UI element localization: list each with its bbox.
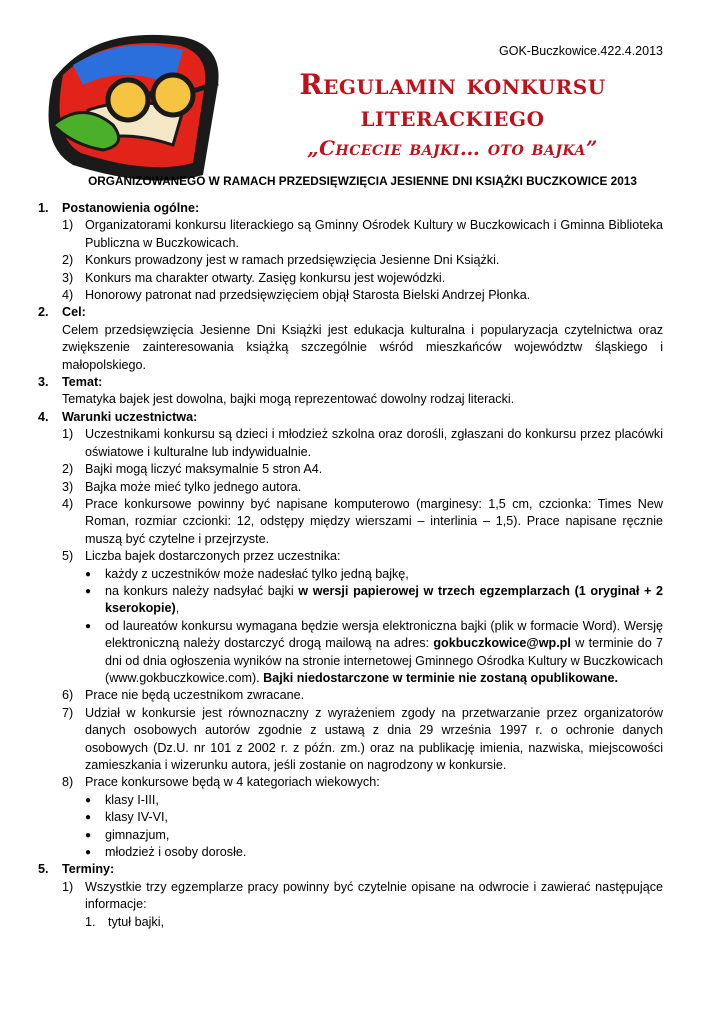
category-text: gimnazjum, [105, 827, 170, 842]
bullet-item [85, 827, 663, 844]
email-address: gokbuczkowice@wp.pl [433, 636, 571, 651]
bullet-item [85, 566, 663, 583]
item-text: Wszystkie trzy egzemplarze pracy powinny być czytelnie opisane na odwrocie i zawierać następujące informacje: [85, 879, 663, 912]
section-title: Temat: [62, 375, 103, 390]
sub-list-item [85, 914, 663, 931]
item-number: 2) [62, 462, 74, 477]
item-number: 2) [62, 253, 74, 268]
list-item [62, 461, 663, 478]
item-text: tytuł bajki, [108, 914, 164, 929]
list-item [62, 548, 663, 565]
list-item [62, 426, 663, 461]
list-item [62, 217, 663, 252]
subtitle: ORGANIZOWANEGO W RAMACH PRZEDSIĘWZIĘCIA JESIENNE DNI KSIĄŻKI BUCZKOWICE 2013 [88, 174, 637, 188]
category-text: klasy IV-VI, [105, 810, 168, 825]
item-text: Bajki mogą liczyć maksymalnie 5 stron A4. [85, 462, 323, 477]
item-number: 1) [62, 879, 74, 894]
bullet-icon: ● [85, 829, 92, 841]
item-number: 3) [62, 270, 74, 285]
bullet-icon: ● [85, 794, 92, 806]
section-paragraph: Celem przedsięwzięcia Jesienne Dni Książki jest edukacja kulturalna i popularyzacja czytelnictwa oraz zwiększenie zainteresowania książką szczególnie wśród mieszkańców województw śląskiego i małopolskiego. [62, 322, 663, 372]
regulations-body [38, 200, 663, 931]
item-number: 6) [62, 688, 74, 703]
text-run: od laureatów konkursu wymagana będzie wersja elektroniczna bajki (plik w formacie Word). Wersję elektroniczną należy dostarczyć drogą mailową na adres: [105, 618, 663, 651]
list-item [62, 287, 663, 304]
section-5-heading [38, 861, 663, 878]
bullet-icon: ● [85, 585, 92, 597]
text-run: na konkurs należy nadsyłać bajki [105, 583, 299, 598]
list-item [62, 252, 663, 269]
item-number: 7) [62, 705, 74, 720]
category-text: klasy I-III, [105, 792, 159, 807]
text-run: , [175, 601, 180, 616]
section-2-heading [38, 304, 663, 321]
bullet-icon: ● [85, 568, 92, 580]
section-number: 3. [38, 375, 49, 390]
section-title: Cel: [62, 305, 86, 320]
item-number: 8) [62, 775, 74, 790]
bullet-text [105, 583, 663, 618]
title-line-2: literackiego [360, 100, 545, 133]
section-title: Postanowienia ogólne: [62, 201, 200, 215]
item-text: Liczba bajek dostarczonych przez uczestnika: [85, 549, 341, 564]
section-number: 5. [38, 862, 49, 877]
item-text: Udział w konkursie jest równoznaczny z wyrażeniem zgody na przetwarzanie przez organizatorów danych osobowych autorów zgodnie z ustawą z dnia 29 września 1997 r. o ochronie danych osobowych (Dz.U. nr 101 z 2002 r. z późn. zm.) oraz na publikację imienia, nazwiska, miejscowości zamieszkania i wizerunku autora, jeśli zostanie on nagrodzony w konkursie. [85, 705, 663, 772]
item-text: Prace konkursowe powinny być napisane komputerowo (marginesy: 1,5 cm, czcionka: Times New Roman, rozmiar czcionki: 12, odstępy między wierszami – interlinia – 1,5). Prace napisane ręcznie muszą być czytelne i przejrzyste. [85, 496, 663, 546]
list-item [62, 270, 663, 287]
bullet-icon: ● [85, 812, 92, 824]
title-line-1: Regulamin konkursu [299, 68, 606, 101]
section-number: 2. [38, 305, 49, 320]
item-number: 3) [62, 479, 74, 494]
document-number: GOK-Buczkowice.422.4.2013 [499, 44, 663, 58]
item-text: Bajka może mieć tylko jednego autora. [85, 479, 302, 494]
bullet-item [85, 583, 663, 618]
item-text: Konkurs ma charakter otwarty. Zasięg konkursu jest wojewódzki. [85, 270, 446, 285]
section-title: Terminy: [62, 862, 115, 877]
list-item [62, 687, 663, 704]
item-number: 1. [85, 914, 96, 929]
section-title: Warunki uczestnictwa: [62, 409, 198, 424]
item-text: Prace nie będą uczestnikom zwracane. [85, 688, 305, 703]
book-glasses-logo [33, 25, 233, 190]
list-item [62, 774, 663, 791]
bullet-item [85, 792, 663, 809]
title-quote: „Chcecie bajki… oto bajka” [307, 136, 598, 160]
bullet-item [85, 844, 663, 861]
list-item [62, 479, 663, 496]
bold-text-run: w wersji papierowej w trzech egzemplarzach (1 oryginał + 2 kserokopie) [105, 583, 664, 616]
section-3-heading [38, 374, 663, 391]
section-number: 4. [38, 409, 49, 424]
item-number: 1) [62, 427, 74, 442]
bullet-item [85, 618, 663, 688]
bullet-icon: ● [85, 620, 92, 632]
item-number: 5) [62, 549, 74, 564]
section-1-heading [38, 200, 663, 217]
category-text: młodzież i osoby dorosłe. [105, 845, 247, 860]
list-item [62, 496, 663, 548]
item-number: 4) [62, 496, 74, 511]
item-number: 4) [62, 288, 74, 303]
bold-text-run: Bajki niedostarczone w terminie nie zostaną opublikowane. [263, 670, 618, 685]
section-paragraph: Tematyka bajek jest dowolna, bajki mogą reprezentować dowolny rodzaj literacki. [62, 392, 515, 407]
bullet-text: każdy z uczestników może nadesłać tylko jedną bajkę, [105, 566, 409, 581]
bullet-item [85, 809, 663, 826]
section-4-heading [38, 409, 663, 426]
item-text: Honorowy patronat nad przedsięwzięciem objął Starosta Bielski Andrzej Płonka. [85, 288, 531, 303]
item-text: Organizatorami konkursu literackiego są Gminny Ośrodek Kultury w Buczkowicach i Gminna Biblioteka Publiczna w Buczkowicach. [85, 218, 663, 250]
item-text: Uczestnikami konkursu są dzieci i młodzież szkolna oraz dorośli, zgłaszani do konkursu przez placówki oświatowe i kulturalne lub indywidualnie. [85, 427, 663, 459]
list-item [62, 705, 663, 775]
item-text: Konkurs prowadzony jest w ramach przedsięwzięcia Jesienne Dni Książki. [85, 253, 500, 268]
section-number: 1. [38, 201, 49, 215]
bullet-text [105, 618, 663, 688]
list-item [62, 879, 663, 914]
item-text: Prace konkursowe będą w 4 kategoriach wiekowych: [85, 775, 380, 790]
text-run: w terminie do 7 dni od dnia ogłoszenia wyników na stronie internetowej Gminnego Ośrodka Kultury w Buczkowicach (www.gokbuczkowice.com). [105, 636, 664, 685]
item-number: 1) [62, 218, 74, 233]
bullet-icon: ● [85, 847, 92, 859]
